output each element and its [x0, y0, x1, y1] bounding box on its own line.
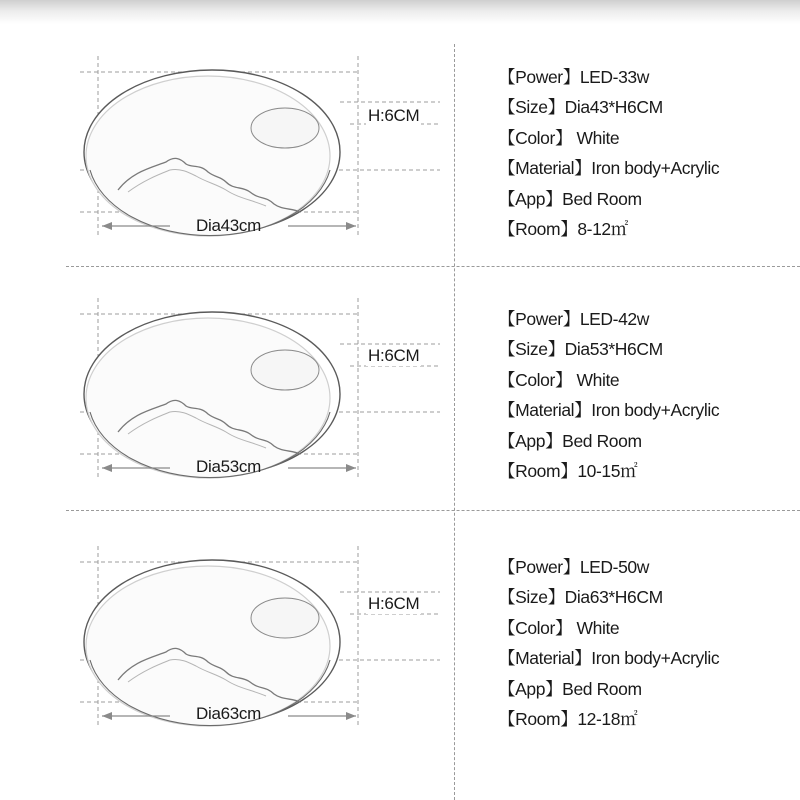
arrow-left-icon: [102, 464, 112, 472]
spec-color: 【Color】 White: [498, 369, 620, 390]
lamp-diagram: [70, 282, 450, 522]
lamp-diagram: [70, 530, 450, 770]
arrow-left-icon: [102, 712, 112, 720]
lamp-diagram: [70, 40, 450, 280]
spec-app: 【App】Bed Room: [498, 430, 642, 451]
moon-shape: [251, 108, 319, 148]
spec-material: 【Material】Iron body+Acrylic: [498, 158, 720, 179]
spec-material: 【Material】Iron body+Acrylic: [498, 400, 720, 421]
diameter-label: Dia53cm: [196, 457, 261, 476]
top-shadow: [0, 0, 800, 24]
spec-room: 【Room】10-15㎡: [498, 461, 638, 482]
height-label: H:6CM: [368, 346, 420, 365]
spec-list: [498, 304, 719, 486]
spec-list: [498, 62, 719, 244]
height-label: H:6CM: [368, 106, 420, 125]
product-section-1: [0, 40, 800, 280]
spec-color: 【Color】 White: [498, 617, 620, 638]
spec-size: 【Size】Dia43*H6CM: [498, 97, 663, 118]
spec-material: 【Material】Iron body+Acrylic: [498, 648, 720, 669]
ceiling-lamp-drawing: [70, 282, 450, 522]
product-section-3: [0, 530, 800, 770]
diameter-label: Dia43cm: [196, 216, 261, 235]
diameter-label: Dia63cm: [196, 704, 261, 723]
spec-app: 【App】Bed Room: [498, 188, 642, 209]
ceiling-lamp-drawing: [70, 530, 450, 770]
spec-power: 【Power】LED-50w: [498, 557, 650, 577]
arrow-right-icon: [346, 222, 356, 230]
product-section-2: [0, 282, 800, 522]
arrow-right-icon: [346, 464, 356, 472]
spec-power: 【Power】LED-42w: [498, 309, 650, 329]
spec-list: [498, 552, 719, 734]
spec-app: 【App】Bed Room: [498, 678, 642, 699]
spec-power: 【Power】LED-33w: [498, 67, 650, 87]
arrow-left-icon: [102, 222, 112, 230]
ceiling-lamp-drawing: [70, 40, 450, 280]
height-label: H:6CM: [368, 594, 420, 613]
spec-room: 【Room】8-12㎡: [498, 219, 628, 240]
arrow-right-icon: [346, 712, 356, 720]
spec-size: 【Size】Dia53*H6CM: [498, 339, 663, 360]
spec-room: 【Room】12-18㎡: [498, 709, 638, 730]
moon-shape: [251, 598, 319, 638]
spec-color: 【Color】 White: [498, 127, 620, 148]
spec-size: 【Size】Dia63*H6CM: [498, 587, 663, 608]
moon-shape: [251, 350, 319, 390]
